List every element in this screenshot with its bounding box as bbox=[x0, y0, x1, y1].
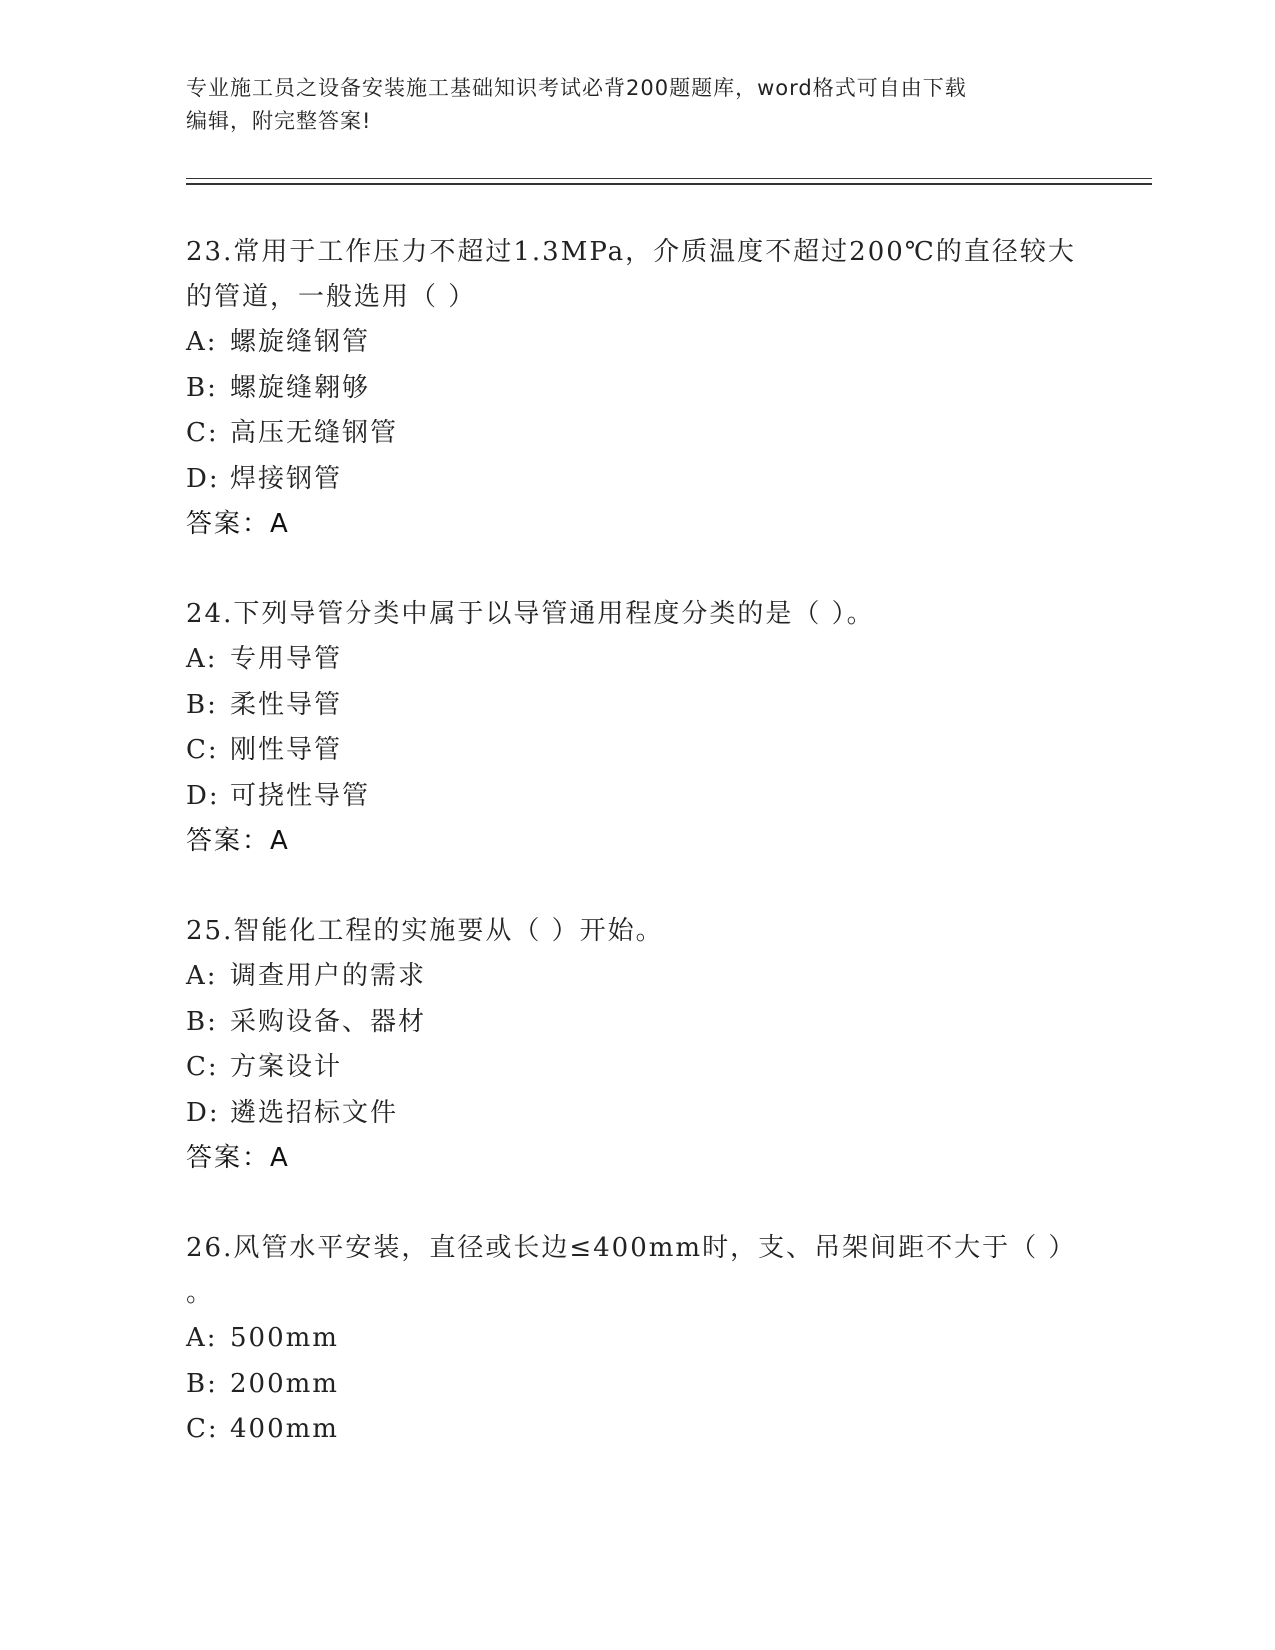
option-letter: D: bbox=[186, 463, 220, 494]
option-d bbox=[186, 774, 1086, 820]
question-stem: 25.智能化工程的实施要从（ ）开始。 bbox=[186, 916, 664, 946]
option-text: 可挠性导管 bbox=[230, 780, 371, 811]
option-letter: A: bbox=[186, 961, 218, 991]
question-stem-continued: 的管道，一般选用（ ） bbox=[186, 282, 477, 312]
option-text: 调查用户的需求 bbox=[230, 961, 427, 991]
option-a bbox=[186, 320, 1086, 366]
answer-value: A bbox=[270, 826, 290, 856]
option-c bbox=[186, 411, 1086, 457]
header-title-line-1: 专业施工员之设备安装施工基础知识考试必背200题题库，word格式可自由下载 bbox=[186, 76, 967, 100]
option-text: 200mm bbox=[230, 1368, 339, 1399]
option-text: 遴选招标文件 bbox=[230, 1097, 399, 1128]
option-a bbox=[186, 1316, 1086, 1362]
option-letter: A: bbox=[186, 1323, 218, 1353]
option-c bbox=[186, 1407, 1086, 1453]
option-a bbox=[186, 954, 1086, 1000]
question-stem-continued: 。 bbox=[186, 1278, 215, 1308]
answer-label: 答案： bbox=[186, 509, 271, 539]
option-d bbox=[186, 457, 1086, 503]
question-26 bbox=[186, 1226, 1086, 1453]
option-letter: C: bbox=[186, 1414, 219, 1444]
option-text: 刚性导管 bbox=[230, 735, 343, 765]
option-letter: C: bbox=[186, 418, 219, 448]
option-a bbox=[186, 637, 1086, 683]
option-letter: B: bbox=[186, 372, 218, 403]
option-text: 柔性导管 bbox=[230, 689, 343, 720]
question-stem: 24.下列导管分类中属于以导管通用程度分类的是（ ）。 bbox=[186, 599, 875, 629]
option-letter: C: bbox=[186, 735, 219, 765]
option-letter: B: bbox=[186, 1006, 218, 1037]
option-text: 采购设备、器材 bbox=[230, 1006, 427, 1037]
option-text: 500mm bbox=[230, 1323, 339, 1353]
option-letter: A: bbox=[186, 644, 218, 674]
option-text: 螺旋缝钢管 bbox=[230, 327, 371, 357]
answer-line bbox=[186, 819, 1086, 865]
answer-line bbox=[186, 1136, 1086, 1182]
option-letter: D: bbox=[186, 1097, 220, 1128]
question-24 bbox=[186, 592, 1086, 865]
option-c bbox=[186, 728, 1086, 774]
option-text: 焊接钢管 bbox=[230, 463, 343, 494]
option-letter: B: bbox=[186, 689, 218, 720]
question-23 bbox=[186, 230, 1086, 548]
answer-label: 答案： bbox=[186, 1143, 271, 1173]
option-c bbox=[186, 1045, 1086, 1091]
option-text: 方案设计 bbox=[230, 1052, 343, 1082]
answer-line bbox=[186, 502, 1086, 548]
option-b bbox=[186, 1000, 1086, 1046]
option-letter: A: bbox=[186, 327, 218, 357]
answer-value: A bbox=[270, 509, 290, 539]
header-divider-bottom bbox=[186, 183, 1152, 185]
option-letter: D: bbox=[186, 780, 220, 811]
option-letter: C: bbox=[186, 1052, 219, 1082]
option-b bbox=[186, 683, 1086, 729]
option-letter: B: bbox=[186, 1368, 218, 1399]
answer-value: A bbox=[270, 1143, 290, 1173]
option-b bbox=[186, 1362, 1086, 1408]
answer-label: 答案： bbox=[186, 826, 271, 856]
document-header bbox=[186, 72, 1076, 138]
question-stem: 23.常用于工作压力不超过1.3MPa，介质温度不超过200℃的直径较大 bbox=[186, 237, 1076, 267]
option-text: 螺旋缝翱够 bbox=[230, 372, 371, 403]
option-d bbox=[186, 1091, 1086, 1137]
question-25 bbox=[186, 909, 1086, 1182]
option-text: 400mm bbox=[230, 1414, 339, 1444]
header-divider-top bbox=[186, 178, 1152, 179]
option-text: 专用导管 bbox=[230, 644, 343, 674]
header-title-line-2: 编辑，附完整答案! bbox=[186, 109, 372, 133]
question-stem: 26.风管水平安装，直径或长边≤400mm时，支、吊架间距不大于（ ） bbox=[186, 1233, 1077, 1263]
option-text: 高压无缝钢管 bbox=[230, 418, 399, 448]
option-b bbox=[186, 366, 1086, 412]
